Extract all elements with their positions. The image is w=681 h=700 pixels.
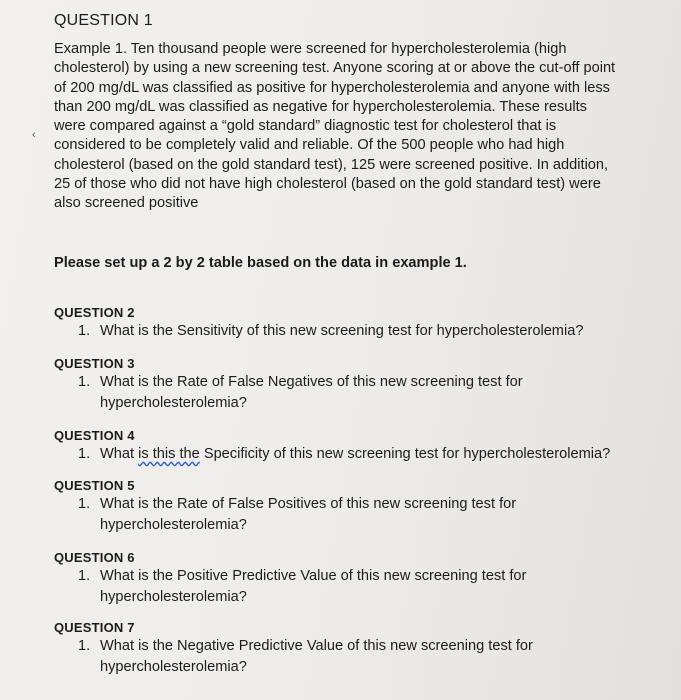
question-1-line: 25 of those who did not have high cholesterol (based on the gold standard test) were (54, 176, 601, 193)
question-3-text: What is the Rate of False Negatives of this new screening test for (100, 374, 523, 390)
question-6-item (54, 566, 654, 608)
grammar-underlined-text: is this the (138, 446, 200, 462)
question-7-heading: QUESTION 7 (54, 620, 135, 635)
question-3-heading: QUESTION 3 (54, 356, 135, 371)
question-1-line: were compared against a “gold standard” diagnostic test for cholesterol that is (54, 118, 557, 135)
question-1-line: considered to be completely valid and reliable. Of the 500 people who had high (54, 137, 565, 154)
question-3-item (54, 372, 654, 414)
question-2-text: What is the Sensitivity of this new screening test for hypercholesterolemia? (100, 323, 584, 339)
question-4-prefix: What (100, 446, 139, 462)
item-number: 1. (78, 568, 91, 584)
question-5-item (54, 494, 654, 536)
question-6-text: What is the Positive Predictive Value of this new screening test for (100, 568, 527, 584)
question-2-block (54, 305, 654, 342)
question-1-line: than 200 mg/dL was classified as negative for hypercholesterolemia. These results (54, 98, 587, 115)
question-5-block (54, 478, 654, 536)
item-number: 1. (78, 323, 91, 339)
question-1-body (54, 40, 654, 214)
question-4-suffix: Specificity of this new screening test for hypercholesterolemia? (199, 446, 611, 462)
question-1-line: of 200 mg/dL was classified as positive for hypercholesterolemia and anyone with less (54, 79, 610, 96)
question-5-text: What is the Rate of False Positives of this new screening test for (100, 496, 517, 512)
question-2-heading: QUESTION 2 (54, 305, 135, 320)
question-4-text (100, 444, 654, 465)
question-7-text: What is the Negative Predictive Value of this new screening test for (100, 638, 533, 654)
question-6-text: hypercholesterolemia? (100, 589, 247, 605)
question-7-block (54, 620, 654, 678)
question-4-heading: QUESTION 4 (54, 428, 135, 443)
question-6-block (54, 550, 654, 608)
question-7-item (54, 636, 654, 678)
question-1-line: Example 1. Ten thousand people were screened for hypercholesterolemia (high (54, 41, 567, 57)
item-number: 1. (78, 374, 91, 390)
instruction-text: Please set up a 2 by 2 table based on the data in example 1. (54, 255, 467, 271)
question-4-block (54, 428, 654, 465)
question-3-text: hypercholesterolemia? (100, 395, 247, 411)
question-2-item (54, 321, 654, 342)
question-6-heading: QUESTION 6 (54, 550, 135, 565)
bullet-mark: ‹ (32, 129, 36, 141)
item-number: 1. (78, 496, 91, 512)
item-number: 1. (78, 446, 91, 462)
item-number: 1. (78, 638, 91, 654)
question-1-heading: QUESTION 1 (54, 12, 153, 29)
question-5-text: hypercholesterolemia? (100, 517, 247, 533)
question-1-line: cholesterol (based on the gold standard test), 125 were screened positive. In addition, (54, 156, 609, 173)
question-1-line: cholesterol) by using a new screening test. Anyone scoring at or above the cut-off point (54, 60, 616, 77)
question-7-text: hypercholesterolemia? (100, 659, 247, 675)
question-1-line: also screened positive (54, 195, 199, 212)
question-3-block (54, 356, 654, 414)
question-5-heading: QUESTION 5 (54, 478, 135, 493)
question-4-item (54, 444, 654, 465)
